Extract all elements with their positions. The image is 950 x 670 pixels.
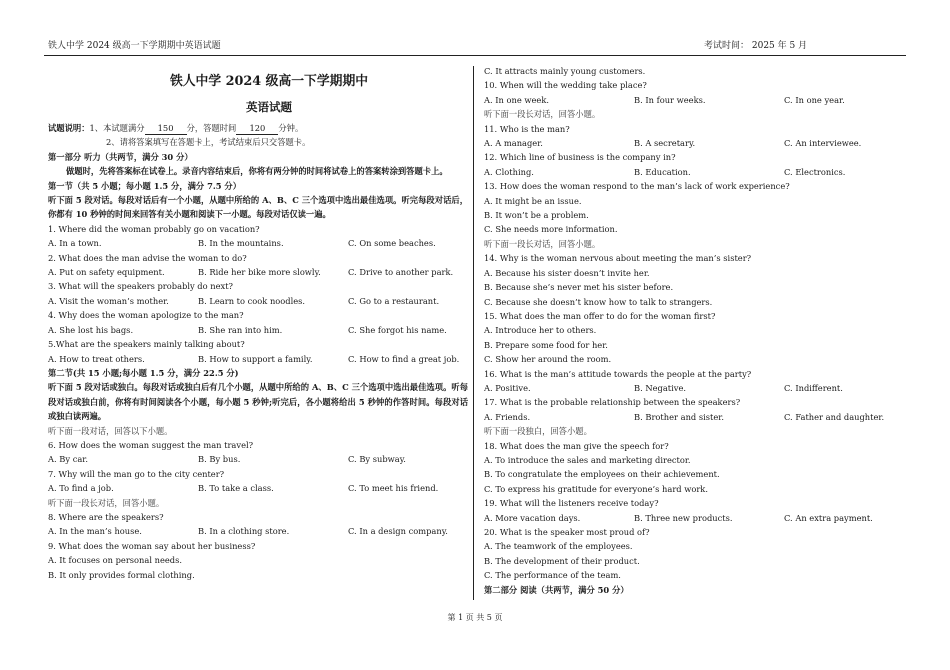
right-column [484,64,904,597]
option: B. By bus. [198,454,241,465]
question-12-options [484,165,904,179]
option: B. In a clothing store. [198,526,290,537]
page-number: 第 1 页 共 5 页 [447,613,503,622]
question-6: 6. How does the woman suggest the man travel? [48,439,254,450]
question-7-options [48,481,468,495]
instructions-label: 试题说明： [48,123,90,133]
question-10-options [484,93,904,107]
option: C. Drive to another park. [348,267,454,278]
question-1-options [48,236,468,250]
question-5-options [48,352,468,366]
instructions-text: 1、本试题满分 [89,123,145,133]
option: C. To meet his friend. [348,483,439,494]
document-subtitle: 英语试题 [246,100,292,114]
listening-note: 听下面一段长对话，回答小题。 [484,109,601,120]
section2-intro: 听下面 5 段对话或独白。每段对话或独白后有几个小题，从题中所给的 A、B、C 三个选项中选出最佳选项。听每段对话或独白前，你将有时间阅读各个小题，每小题 5 秒钟;听完后，各小题将给出 5 秒钟的作答时间。每段对话或独白读两遍。 [48,382,468,422]
option: A. To introduce the sales and marketing director. [484,454,691,465]
question-12: 12. Which line of business is the company in? [484,152,676,163]
option: B. Because she’s never met his sister before. [484,282,674,293]
header-exam-date: 考试时间： 2025 年 5 月 [704,41,808,51]
instructions-line-1 [48,121,468,135]
listening-note: 听下面一段长对话，回答小题。 [484,238,601,249]
instructions-text: 分，答题时间 [186,123,237,133]
option: B. Ride her bike more slowly. [198,267,321,278]
listening-note: 听下面一段独白，回答小题。 [484,426,592,437]
option: B. Three new products. [634,512,733,523]
option: A. More vacation days. [484,512,581,523]
section1-heading: 第一节（共 5 小题；每小题 1.5 分，满分 7.5 分） [48,180,242,191]
question-5: 5.What are the speakers mainly talking about? [48,339,245,350]
part1-intro: 做题时，先将答案标在试卷上。录音内容结束后，你将有两分钟的时间将试卷上的答案转涂到答题卡上。 [66,166,448,177]
listening-note: 听下面一段长对话，回答小题。 [48,497,165,508]
option: A. In one week. [484,94,549,105]
option: B. A secretary. [634,138,696,149]
option: A. Friends. [484,411,531,422]
question-2: 2. What does the man advise the woman to do? [48,252,247,263]
question-19-options [484,511,904,525]
option: C. Electronics. [784,166,846,177]
option: A. How to treat others. [48,353,145,364]
option: A. A manager. [484,138,543,149]
full-score: 150 [145,123,187,135]
option: C. She needs more information. [484,224,618,235]
option: B. Education. [634,166,691,177]
option: B. Negative. [634,382,687,393]
option: C. Because she doesn’t know how to talk to strangers. [484,296,713,307]
option: B. It only provides formal clothing. [48,569,195,580]
question-17: 17. What is the probable relationship between the speakers? [484,397,741,408]
option: C. Show her around the room. [484,354,612,365]
option: B. Learn to cook noodles. [198,295,306,306]
option: A. Put on safety equipment. [48,267,165,278]
question-4: 4. Why does the woman apologize to the man? [48,310,244,321]
option: A. The teamwork of the employees. [484,541,633,552]
option: C. The performance of the team. [484,570,621,581]
question-10: 10. When will the wedding take place? [484,80,647,91]
option: A. Clothing. [484,166,534,177]
answer-time: 120 [236,123,278,135]
option: A. It might be an issue. [484,195,582,206]
option: C. In a design company. [348,526,448,537]
option: C. An extra payment. [784,512,873,523]
question-9: 9. What does the woman say about her business? [48,540,256,551]
document-title: 铁人中学 2024 级高一下学期期中 [169,74,369,89]
question-17-options [484,410,904,424]
question-15: 15. What does the man offer to do for the woman first? [484,310,716,321]
option: A. In a town. [48,238,102,249]
question-14: 14. Why is the woman nervous about meeting the man’s sister? [484,253,752,264]
option: A. In the man’s house. [48,526,142,537]
question-19: 19. What will the listeners receive today? [484,498,659,509]
option: B. Brother and sister. [634,411,724,422]
question-11-options [484,136,904,150]
option: B. In four weeks. [634,94,706,105]
option: C. By subway. [348,454,406,465]
option: C. In one year. [784,94,845,105]
option: B. In the mountains. [198,238,284,249]
option: C. An interviewee. [784,138,862,149]
header-divider [44,55,906,56]
section1-intro: 听下面 5 段对话。每段对话后有一个小题，从题中所给的 A、B、C 三个选项中选出最佳选项。听完每段对话后，你都有 10 秒钟的时间来回答有关小题和阅读下一小题。每段对话仅读一遍。 [48,195,468,220]
option: C. To express his gratitude for everyone’s hard work. [484,483,708,494]
question-11: 11. Who is the man? [484,123,570,134]
option: A. It focuses on personal needs. [48,555,183,566]
section2-heading: 第二节(共 15 小题;每小题 1.5 分，满分 22.5 分) [48,367,239,378]
option: C. She forgot his name. [348,324,447,335]
option: B. She ran into him. [198,324,283,335]
question-3-options [48,294,468,308]
question-8: 8. Where are the speakers? [48,511,164,522]
option: C. Indifferent. [784,382,843,393]
option: C. It attracts mainly young customers. [484,66,646,76]
question-16: 16. What is the man’s attitude towards the people at the party? [484,368,752,379]
instructions-text: 分钟。 [278,123,304,133]
option: A. She lost his bags. [48,324,134,335]
option: C. Go to a restaurant. [348,295,440,306]
question-20: 20. What is the speaker most proud of? [484,527,650,537]
question-18: 18. What does the man give the speech for? [484,440,669,451]
option: B. To take a class. [198,483,274,494]
listening-note: 听下面一段对话，回答以下小题。 [48,425,173,436]
option: B. Prepare some food for her. [484,339,608,350]
option: B. How to support a family. [198,353,313,364]
option: A. Positive. [484,382,531,393]
header-exam-title: 铁人中学 2024 级高一下学期期中英语试题 [48,41,221,51]
part2-heading: 第二部分 阅读（共两节，满分 50 分） [484,584,629,595]
option: A. Because his sister doesn’t invite her. [484,267,650,278]
option: B. To congratulate the employees on their achievement. [484,469,720,480]
option: A. By car. [48,454,88,465]
left-column [48,64,468,582]
question-16-options [484,381,904,395]
question-2-options [48,265,468,279]
question-3: 3. What will the speakers probably do next? [48,281,233,292]
option: A. Visit the woman’s mother. [48,295,169,306]
question-8-options [48,524,468,538]
option: C. Father and daughter. [784,411,885,422]
column-divider [473,66,474,600]
option: B. The development of their product. [484,555,640,566]
option: C. On some beaches. [348,238,436,249]
part1-heading: 第一部分 听力（共两节，满分 30 分） [48,151,193,162]
instructions-line-2: 2、请将答案填写在答题卡上，考试结束后只交答题卡。 [106,137,311,148]
option: A. To find a job. [48,483,114,494]
option: C. How to find a great job. [348,353,460,364]
option: A. Introduce her to others. [484,325,597,336]
question-1: 1. Where did the woman probably go on vacation? [48,223,260,234]
question-6-options [48,452,468,466]
question-7: 7. Why will the man go to the city center? [48,468,225,479]
question-4-options [48,323,468,337]
question-13: 13. How does the woman respond to the man’s lack of work experience? [484,181,790,192]
option: B. It won’t be a problem. [484,210,589,221]
